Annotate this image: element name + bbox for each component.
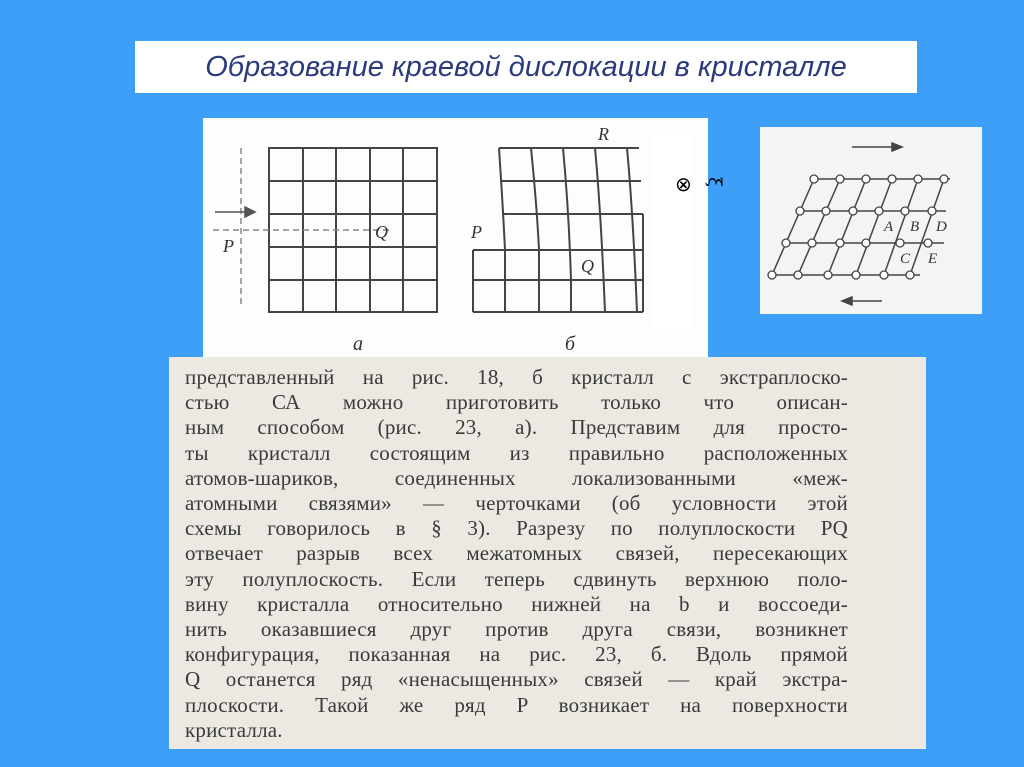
label-p-b: P	[471, 222, 482, 242]
atom-lattice-diagram	[760, 127, 982, 314]
label-r-b: R	[598, 124, 609, 144]
label-d: D	[936, 219, 947, 235]
text-line: плоскости. Такой же ряд P возникает на поверхности	[185, 692, 848, 717]
shift-arrow	[215, 207, 255, 217]
figure-dislocation-grids	[203, 118, 708, 360]
text-line: вину кристалла относительно нижней на b и воссоеди-	[185, 591, 848, 616]
text-line: эту полуплоскость. Если теперь сдвинуть верхнюю поло-	[185, 566, 848, 591]
figure-atom-lattice	[760, 127, 982, 314]
text-line: стью СА можно приготовить только что описан-	[185, 390, 848, 415]
cross-in-circle-icon: ⊗	[675, 172, 692, 196]
text-line: кристалла.	[185, 717, 283, 742]
text-line: ным способом (рис. 23, а). Представим для просто-	[185, 415, 848, 440]
lattice-atoms	[768, 175, 948, 279]
text-line: атомными связями» — черточками (об условности этой	[185, 491, 848, 516]
title-box	[135, 41, 917, 93]
text-line: Q останется ряд «ненасыщенных» связей — край экстра-	[185, 667, 848, 692]
lattice-bonds	[772, 179, 950, 275]
label-b: B	[910, 219, 920, 235]
text-line: представленный на рис. 18, б кристалл с экстраплоско-	[185, 365, 848, 389]
slide-title: Образование краевой дислокации в кристалле	[205, 50, 847, 83]
text-line: конфигурация, показанная на рис. 23, б. Вдоль прямой	[185, 642, 848, 667]
grid-diagrams	[203, 118, 708, 360]
label-e: E	[928, 251, 938, 267]
text-line: ты кристалл состоящим из правильно расположенных	[185, 440, 848, 465]
text-line: нить оказавшиеся друг против друга связи, возникнет	[185, 617, 848, 642]
caption-b: б	[565, 333, 576, 355]
caption-a: а	[353, 333, 363, 355]
book-text-excerpt	[169, 357, 926, 749]
bottom-arrow	[842, 297, 882, 305]
label-q-b: Q	[581, 256, 594, 276]
xi-symbol: ξ	[703, 177, 725, 187]
top-arrow	[852, 143, 902, 151]
label-q-a: Q	[375, 222, 388, 242]
label-c: C	[900, 251, 911, 267]
grid-b	[473, 148, 643, 312]
text-line: схемы говорилось в § 3). Разрезу по полуплоскости PQ	[185, 516, 848, 541]
text-line: атомов-шариков, соединенных локализованными «меж-	[185, 465, 848, 490]
symbol-panel	[651, 134, 692, 330]
text-line: отвечает разрыв всех межатомных связей, пересекающих	[185, 541, 848, 566]
label-p-a: P	[223, 236, 234, 256]
label-a: A	[884, 219, 894, 235]
